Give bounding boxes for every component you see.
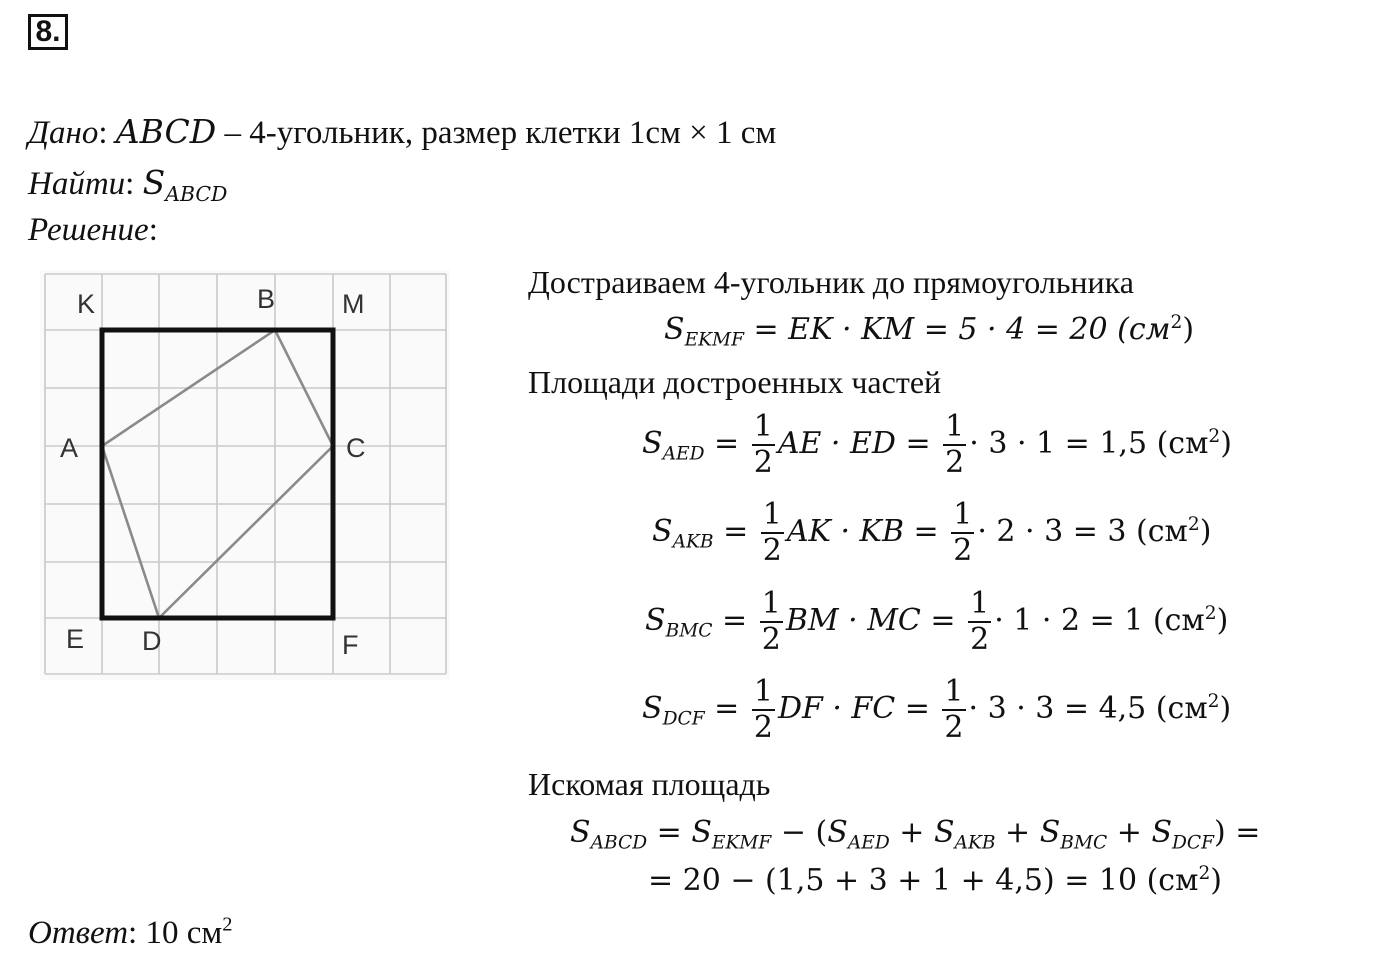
rect-expr: = EK · KM = 5 · 4 = 20 (см [743, 312, 1171, 347]
half-fraction: $\frac{1}{2}$ [762, 497, 782, 568]
label-d: D [142, 626, 162, 656]
parts-text: Площади достроенных частей [528, 364, 942, 400]
answer-line [28, 915, 232, 952]
part-eq-bmc: $S_{BMC}$ = $\frac{1}{2}$ BM · MC = $\frac{1}{2}$ · 1 · 2 = 1 $(см^2)$ [645, 586, 1229, 657]
sought-text: Искомая площадь [528, 766, 771, 802]
given-text: – 4-угольник, размер клетки 1см × 1 см [216, 115, 777, 151]
half-fraction: $\frac{1}{2}$ [944, 674, 964, 745]
half-fraction: $\frac{1}{2}$ [753, 409, 773, 480]
answer-sup: 2 [222, 913, 233, 936]
part-eq-dcf: $S_{DCF}$ = $\frac{1}{2}$ DF · FC = $\frac{1}{2}$ · 3 · 3 = 4,5 $(см^2)$ [642, 674, 1232, 745]
part-eq-aed: $S_{AED}$ = $\frac{1}{2}$ AE · ED = $\frac{1}{2}$ · 3 · 1 = 1,5 $(см^2)$ [642, 409, 1232, 480]
solution-line: Решение: [28, 212, 158, 248]
find-line: Найти: $S_{ABCD}$ [28, 163, 228, 207]
label-a: A [60, 433, 79, 463]
rect-sub: EKMF [684, 329, 744, 351]
half-fraction: $\frac{1}{2}$ [753, 674, 773, 745]
label-c: C [346, 433, 366, 463]
half-fraction: $\frac{1}{2}$ [945, 409, 965, 480]
problem-number: 8. [28, 14, 68, 50]
find-sub: ABCD [165, 182, 228, 207]
half-fraction: $\frac{1}{2}$ [953, 497, 973, 568]
given-figure: ABCD [115, 112, 217, 151]
label-f: F [342, 630, 359, 660]
solution-label: Решение [28, 212, 149, 248]
answer-value: : 10 см [128, 915, 223, 951]
answer-label: Ответ [28, 915, 129, 951]
final-equation-line2: = 20 − (1,5 + 3 + 1 + 4,5) = 10 $(см^2)$ [648, 862, 1223, 898]
find-label: Найти [28, 166, 126, 202]
half-fraction: $\frac{1}{2}$ [970, 586, 990, 657]
complete-text: Достраиваем 4-угольник до прямоугольника [528, 264, 1134, 300]
rect-area-equation [664, 311, 1195, 351]
grid-figure [40, 270, 450, 680]
given-label: Дано [28, 115, 99, 151]
part-eq-akb: $S_{AKB}$ = $\frac{1}{2}$ AK · KB = $\frac{1}{2}$ · 2 · 3 = 3 $(см^2)$ [652, 497, 1212, 568]
rect-s: S [664, 312, 685, 347]
given-line: Дано: ABCD – 4-угольник, размер клетки 1см × 1 см [28, 112, 777, 151]
final-equation-line1: $S_{ABCD} = S_{EKMF} - (S_{AED} + S_{AKB} + S_{BMC} + S_{DCF})$ = [570, 815, 1261, 854]
find-s: S [142, 163, 166, 202]
label-e: E [66, 624, 85, 654]
half-fraction: $\frac{1}{2}$ [761, 586, 781, 657]
label-m: M [342, 289, 365, 319]
rect-sup: 2 [1170, 311, 1183, 333]
label-k: K [77, 289, 96, 319]
label-b: B [257, 284, 276, 314]
rect-close: ) [1182, 312, 1195, 347]
